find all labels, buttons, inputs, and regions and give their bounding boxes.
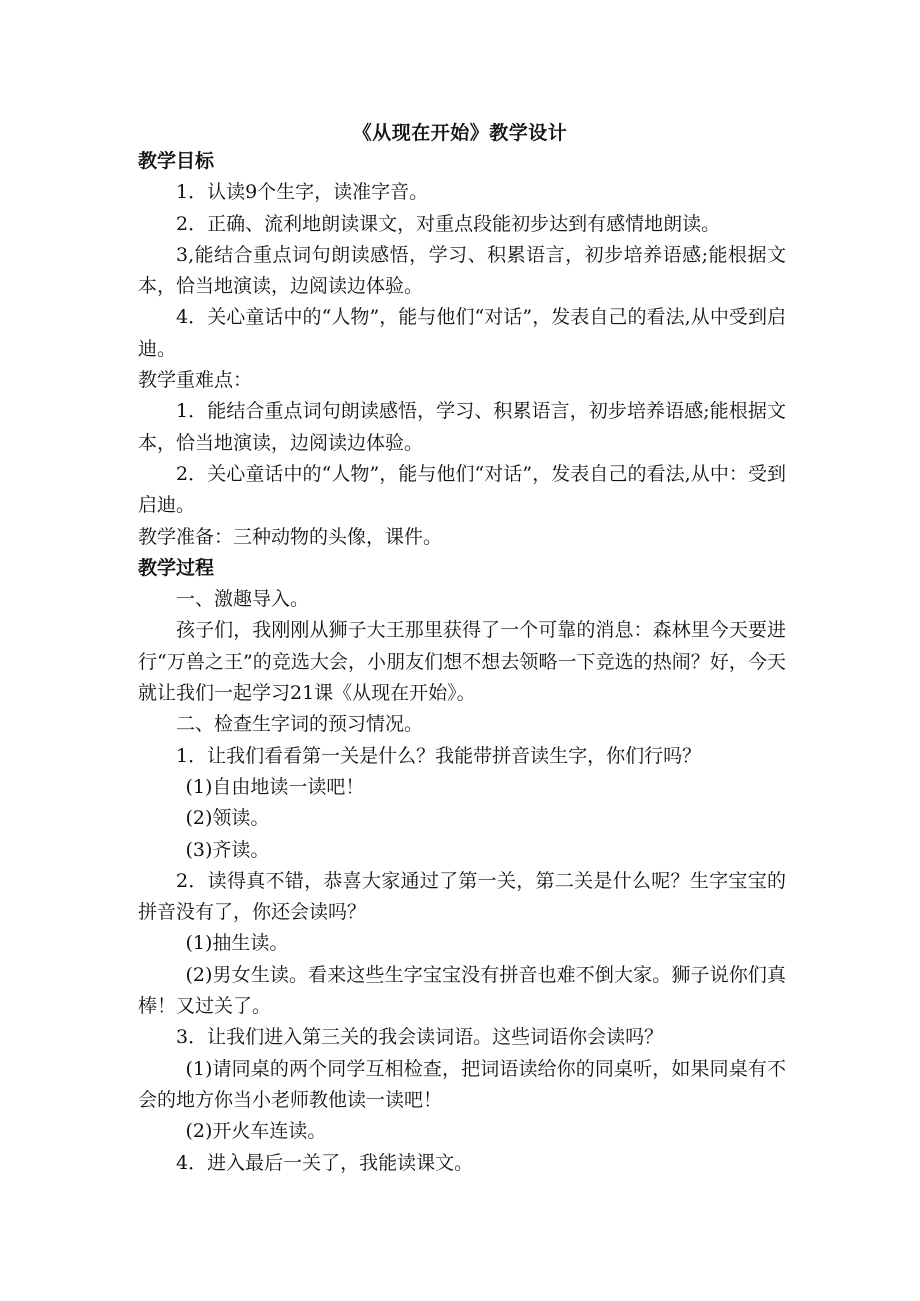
step-2-item-1: 1．让我们看看第一关是什么？我能带拼音读生字，你们行吗？	[176, 744, 702, 767]
preparation-line: 教学准备：三种动物的头像，课件。	[138, 525, 443, 548]
section-heading-process: 教学过程	[138, 556, 215, 579]
step-2-item-1-sub-1: (1)自由地读一读吧！	[185, 775, 365, 798]
step-2-item-4: 4．进入最后一关了，我能读课文。	[176, 1151, 474, 1174]
step-2-item-2: 2．读得真不错，恭喜大家通过了第一关，第二关是什么呢？生字宝宝的拼音没有了，你还会读吗？	[138, 869, 786, 924]
step-2-item-2-sub-1: (1)抽生读。	[185, 932, 289, 955]
step-1-heading: 一、激趣导入。	[176, 588, 310, 611]
document-title: 《从现在开始》教学设计	[352, 122, 568, 144]
key-point-1: 1．能结合重点词句朗读感悟，学习、积累语言，初步培养语感;能根据文本，恰当地演读，边阅读边体验。	[138, 400, 786, 454]
section-heading-goals: 教学目标	[138, 150, 215, 172]
step-2-item-3: 3．让我们进入第三关的我会读词语。这些词语你会读吗？	[176, 1026, 664, 1049]
step-2-item-3-sub-1: (1)请同桌的两个同学互相检查，把词语读给你的同桌听，如果同桌有不会的地方你当小老师教他读一读吧！	[138, 1057, 786, 1111]
goal-item-3: 3,能结合重点词句朗读感悟，学习、积累语言，初步培养语感;能根据文本，恰当地演读，边阅读边体验。	[138, 243, 786, 298]
step-2-item-2-sub-2: (2)男女生读。看来这些生字宝宝没有拼音也难不倒大家。狮子说你们真棒！又过关了。	[138, 963, 786, 1018]
step-2-item-1-sub-3: (3)齐读。	[185, 838, 270, 861]
goal-item-1: 1．认读9个生字，读准字音。	[176, 181, 429, 204]
step-1-text: 孩子们，我刚刚从狮子大王那里获得了一个可靠的消息：森林里今天要进行“万兽之王”的竞选大会，小朋友们想不想去领略一下竞选的热闹？好，今天就让我们一起学习21课《从现在开始》。	[138, 619, 786, 705]
goal-item-2: 2．正确、流利地朗读课文，对重点段能初步达到有感情地朗读。	[176, 212, 721, 235]
section-heading-key-points: 教学重难点：	[138, 369, 253, 392]
document-body	[138, 146, 786, 1179]
step-2-item-3-sub-2: (2)开火车连读。	[185, 1120, 327, 1143]
key-point-2: 2．关心童话中的“人物”，能与他们“对话”，发表自己的看法,从中：受到启迪。	[138, 462, 786, 517]
step-2-heading: 二、检查生字词的预习情况。	[176, 713, 424, 736]
step-2-item-1-sub-2: (2)领读。	[185, 807, 270, 830]
goal-item-4: 4．关心童话中的“人物”，能与他们“对话”，发表自己的看法,从中受到启迪。	[138, 306, 786, 360]
